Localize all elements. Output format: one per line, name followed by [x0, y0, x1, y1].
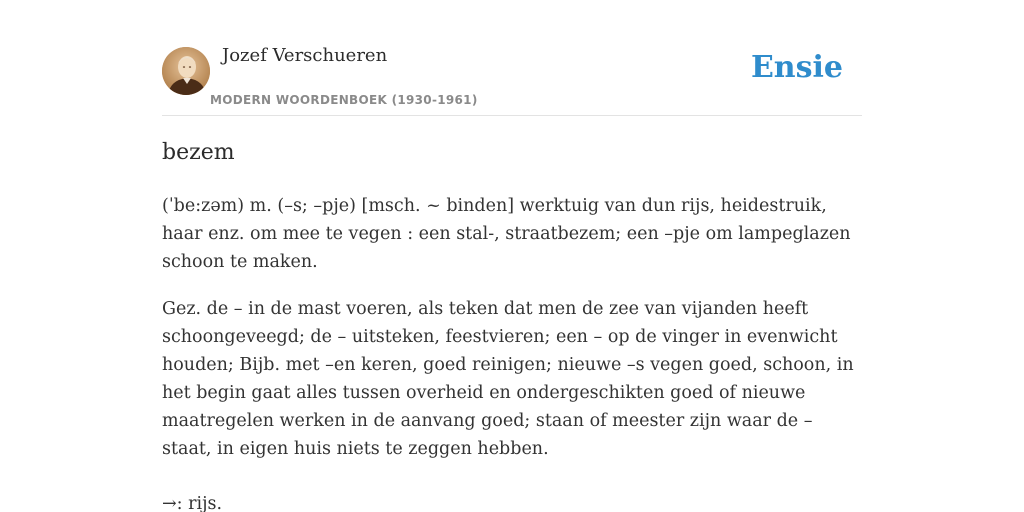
- ensie-logo[interactable]: Ensie: [750, 50, 843, 85]
- source-label: MODERN WOORDENBOEK (1930-1961): [210, 93, 478, 107]
- header-divider: [162, 115, 862, 116]
- portrait-icon: [162, 47, 210, 95]
- entry-headword: bezem: [162, 140, 235, 165]
- author-avatar[interactable]: [162, 47, 210, 95]
- author-name[interactable]: Jozef Verschueren: [222, 45, 388, 66]
- see-also-link[interactable]: →: rijs.: [162, 494, 223, 512]
- entry-card: [162, 0, 862, 512]
- entry-expressions: Gez. de – in de mast voeren, als teken dat men de zee van vijanden heeft schoongeveegd; de – uitsteken, feestvieren; een – op de vinger in evenwicht houden; Bijb. met –en keren, goed reinigen; nieuwe –s vegen goed, schoon, in het begin gaat alles tussen overheid en ondergeschikten goed of nieuwe maatregelen werken in de aanvang goed; staan of meester zijn waar de – staat, in eigen huis niets te zeggen hebben.: [162, 299, 854, 459]
- entry-definition: (ˈbe:zəm) m. (–s; –pje) [msch. ~ binden] werktuig van dun rijs, heidestruik, haar enz. om mee te vegen : een stal-, straatbezem; een –pje om lampeglazen schoon te maken.: [162, 196, 851, 272]
